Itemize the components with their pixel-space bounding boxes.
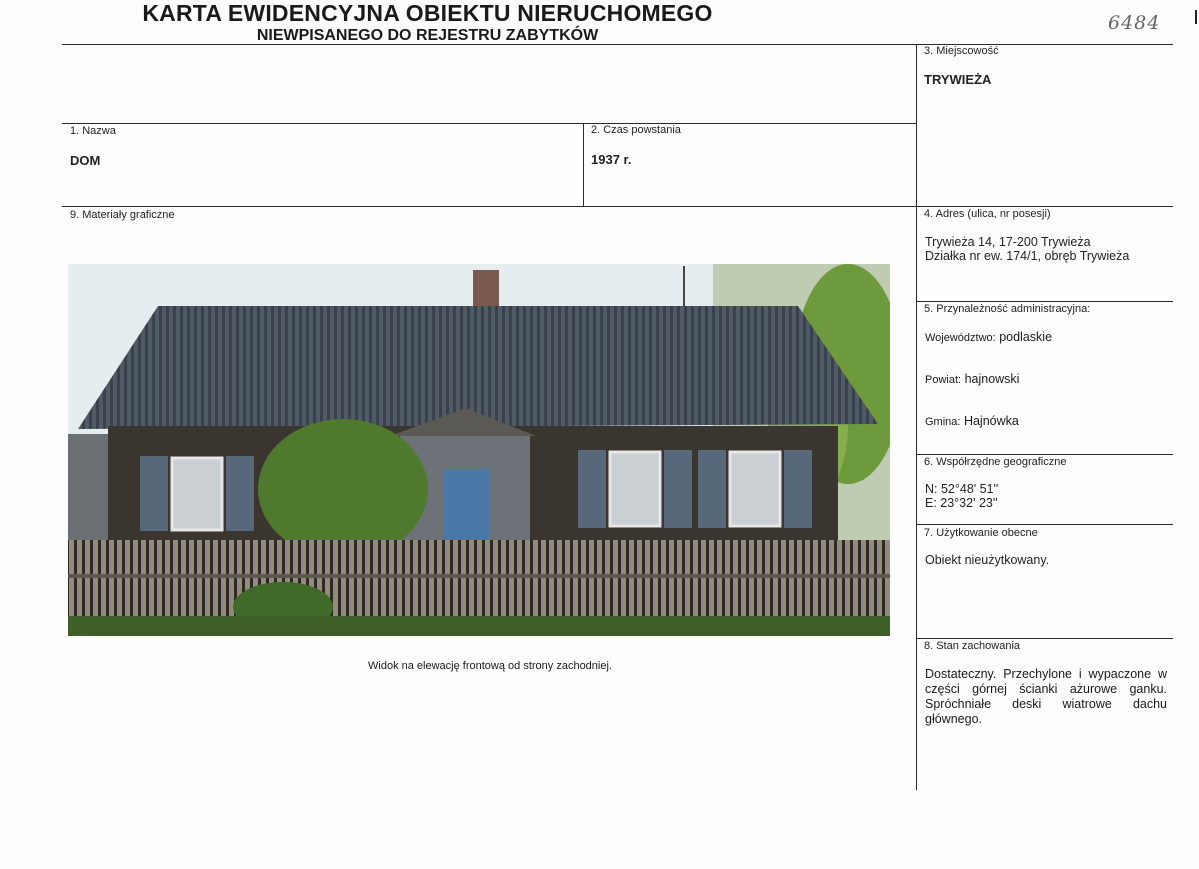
photo-chimney bbox=[473, 270, 499, 310]
photo-fence bbox=[68, 540, 890, 620]
field-value-stan: Dostateczny. Przechylone i wypaczone w części górnej ścianki ażurowe ganku. Spróchniałe deski wiatrowe dachu głównego. bbox=[925, 667, 1167, 726]
card-subtitle: NIEWPISANEGO DO REJESTRU ZABYTKÓW bbox=[256, 27, 599, 44]
photo-door bbox=[443, 469, 489, 544]
field-value-czas: 1937 r. bbox=[591, 152, 632, 167]
photo-roof bbox=[78, 306, 878, 429]
field-value-wojewodztwo: podlaskie bbox=[999, 330, 1053, 344]
field-value-adres-line1: Trywieża 14, 17-200 Trywieża bbox=[925, 235, 1091, 249]
field-label-stan: 8. Stan zachowania bbox=[924, 640, 1021, 652]
field-value-longitude: E: 23°32' 23'' bbox=[925, 496, 998, 510]
divider-header bbox=[62, 123, 917, 124]
field-value-uzytkowanie: Obiekt nieużytkowany. bbox=[925, 553, 1050, 567]
divider-fields bbox=[62, 206, 1173, 207]
field-value-powiat: hajnowski bbox=[964, 372, 1020, 386]
field-label-materialy: 9. Materiały graficzne bbox=[70, 209, 175, 221]
scan-mark-top bbox=[1195, 10, 1197, 24]
field-value-nazwa: DOM bbox=[70, 153, 101, 168]
photo-window-right bbox=[698, 450, 812, 528]
field-row-gmina bbox=[925, 414, 1019, 428]
photo-grass bbox=[68, 616, 890, 636]
frame-top-line bbox=[62, 44, 1173, 45]
field-value-adres-line2: Działka nr ew. 174/1, obręb Trywieża bbox=[925, 249, 1130, 263]
field-row-wojewodztwo bbox=[925, 330, 1052, 344]
photo-window-left bbox=[140, 456, 254, 531]
field-label-nazwa: 1. Nazwa bbox=[70, 125, 116, 137]
field-label-gmina: Gmina: bbox=[925, 416, 961, 428]
photo-fence-rail bbox=[68, 574, 890, 578]
archive-stamp-number: 6484 bbox=[1108, 12, 1161, 34]
field-label-powiat: Powiat: bbox=[925, 374, 962, 386]
photo-caption: Widok na elewację frontową od strony zachodniej. bbox=[368, 660, 612, 672]
field-label-czas: 2. Czas powstania bbox=[591, 124, 681, 136]
divider-col-fields bbox=[583, 123, 584, 206]
field-value-miejscowosc: TRYWIEŻA bbox=[924, 72, 992, 87]
field-label-wspolrzedne: 6. Współrzędne geograficzne bbox=[924, 456, 1067, 468]
divider-r6 bbox=[917, 524, 1173, 525]
divider-r7 bbox=[917, 638, 1173, 639]
field-label-przynaleznosc: 5. Przynależność administracyjna: bbox=[924, 303, 1091, 315]
card-title: KARTA EWIDENCYJNA OBIEKTU NIERUCHOMEGO bbox=[142, 0, 713, 26]
house-photo bbox=[68, 264, 890, 636]
field-label-adres: 4. Adres (ulica, nr posesji) bbox=[924, 208, 1051, 220]
field-label-wojewodztwo: Województwo: bbox=[925, 332, 996, 344]
divider-col-main bbox=[916, 44, 917, 790]
divider-r4 bbox=[917, 301, 1173, 302]
divider-r5 bbox=[917, 454, 1173, 455]
field-row-powiat bbox=[925, 372, 1019, 386]
field-value-latitude: N: 52°48' 51'' bbox=[925, 482, 999, 496]
photo-bush bbox=[258, 419, 428, 559]
photo-window-mid bbox=[578, 450, 692, 528]
field-label-miejscowosc: 3. Miejscowość bbox=[924, 45, 999, 57]
field-value-gmina: Hajnówka bbox=[963, 414, 1019, 428]
field-label-uzytkowanie: 7. Użytkowanie obecne bbox=[924, 527, 1038, 539]
